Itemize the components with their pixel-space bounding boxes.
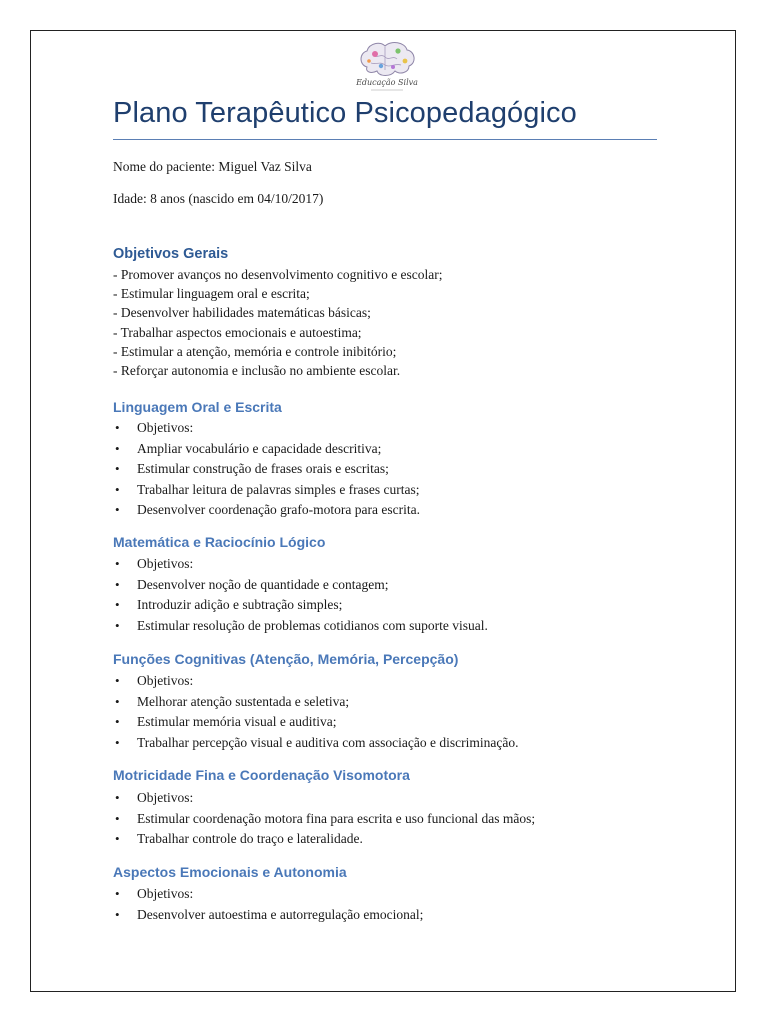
list-item: • Ampliar vocabulário e capacidade descritiva; bbox=[113, 439, 420, 460]
list-item: • Desenvolver coordenação grafo-motora para escrita. bbox=[113, 500, 420, 521]
list-item: - Estimular linguagem oral e escrita; bbox=[113, 286, 310, 302]
list-item: - Reforçar autonomia e inclusão no ambiente escolar. bbox=[113, 362, 401, 378]
list-item: • Desenvolver autoestima e autorregulação emocional; bbox=[113, 905, 423, 926]
list-item: - Desenvolver habilidades matemáticas básicas; bbox=[113, 305, 371, 321]
aspectos-emocionais-list bbox=[113, 884, 423, 925]
list-item: • Estimular resolução de problemas cotidianos com suporte visual. bbox=[113, 616, 488, 637]
list-item: - Trabalhar aspectos emocionais e autoestima; bbox=[113, 324, 362, 340]
logo-text: Educação Silva bbox=[356, 78, 418, 87]
brain-logo-icon bbox=[349, 37, 425, 95]
list-item: • Estimular memória visual e auditiva; bbox=[113, 712, 518, 733]
list-item: • Objetivos: bbox=[113, 884, 423, 905]
list-item: • Desenvolver noção de quantidade e contagem; bbox=[113, 575, 488, 596]
matematica-list bbox=[113, 554, 488, 636]
heading-matematica: Matemática e Raciocínio Lógico bbox=[113, 534, 326, 550]
heading-aspectos-emocionais: Aspectos Emocionais e Autonomia bbox=[113, 864, 347, 880]
list-item: - Promover avanços no desenvolvimento cognitivo e escolar; bbox=[113, 267, 443, 282]
heading-motricidade: Motricidade Fina e Coordenação Visomotora bbox=[113, 767, 410, 783]
list-item: • Introduzir adição e subtração simples; bbox=[113, 595, 488, 616]
list-item: • Objetivos: bbox=[113, 418, 420, 439]
list-item: • Objetivos: bbox=[113, 788, 535, 809]
list-item: • Estimular construção de frases orais e escritas; bbox=[113, 459, 420, 480]
document-title: Plano Terapêutico Psicopedagógico bbox=[113, 97, 577, 129]
objetivos-gerais-list bbox=[113, 265, 443, 380]
funcoes-cognitivas-list bbox=[113, 671, 518, 753]
list-item: • Trabalhar leitura de palavras simples e frases curtas; bbox=[113, 480, 420, 501]
heading-objetivos-gerais: Objetivos Gerais bbox=[113, 246, 229, 262]
patient-age: Idade: 8 anos (nascido em 04/10/2017) bbox=[113, 191, 324, 206]
list-item: • Trabalhar controle do traço e lateralidade. bbox=[113, 829, 535, 850]
list-item: • Estimular coordenação motora fina para escrita e uso funcional das mãos; bbox=[113, 809, 535, 830]
motricidade-list bbox=[113, 788, 535, 850]
brand-logo bbox=[349, 37, 425, 95]
list-item: • Objetivos: bbox=[113, 671, 518, 692]
linguagem-list bbox=[113, 418, 420, 521]
list-item: • Objetivos: bbox=[113, 554, 488, 575]
list-item: • Trabalhar percepção visual e auditiva com associação e discriminação. bbox=[113, 733, 518, 754]
list-item: - Estimular a atenção, memória e controle inibitório; bbox=[113, 343, 397, 359]
heading-linguagem: Linguagem Oral e Escrita bbox=[113, 399, 282, 415]
document-page bbox=[30, 30, 736, 992]
patient-name: Nome do paciente: Miguel Vaz Silva bbox=[113, 159, 312, 174]
title-divider bbox=[113, 139, 657, 140]
heading-funcoes-cognitivas: Funções Cognitivas (Atenção, Memória, Percepção) bbox=[113, 651, 459, 667]
list-item: • Melhorar atenção sustentada e seletiva; bbox=[113, 692, 518, 713]
